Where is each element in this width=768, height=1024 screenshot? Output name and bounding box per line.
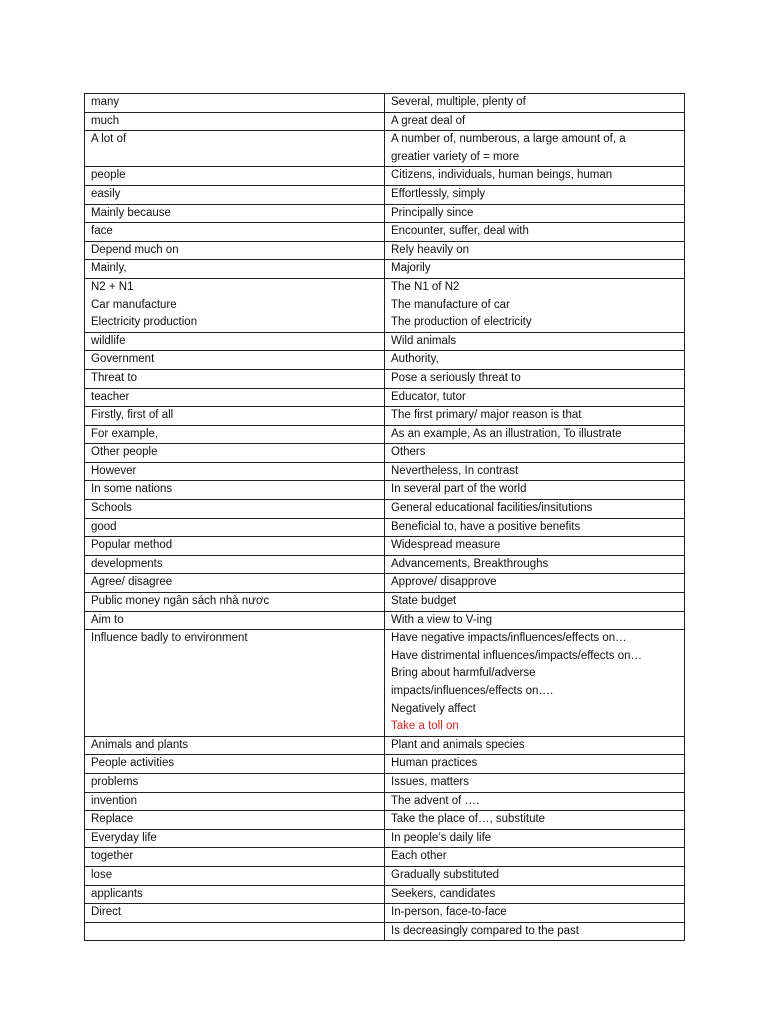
paraphrase-line: The N1 of N2 <box>391 280 460 293</box>
paraphrase-line: greatier variety of = more <box>391 150 520 163</box>
original-phrase: Animals and plants <box>91 738 189 751</box>
original-phrase-cell <box>85 444 385 463</box>
paraphrase-line: As an example, As an illustration, To illustrate <box>391 427 622 440</box>
paraphrase-cell <box>385 773 685 792</box>
paraphrase-line: A number of, numberous, a large amount of, a <box>391 133 626 146</box>
paraphrase-line: General educational facilities/insitutions <box>391 502 593 515</box>
original-phrase: good <box>91 520 117 533</box>
paraphrase-cell <box>385 94 685 113</box>
table-row <box>85 500 685 519</box>
paraphrase-line: Seekers, candidates <box>391 887 496 900</box>
paraphrase-line: impacts/influences/effects on…. <box>391 685 554 697</box>
table-row <box>85 260 685 279</box>
original-phrase-cell <box>85 241 385 260</box>
original-phrase-cell <box>85 611 385 630</box>
original-phrase-cell <box>85 462 385 481</box>
paraphrase-cell <box>385 922 685 941</box>
original-phrase-cell <box>85 866 385 885</box>
original-phrase: Car manufacture <box>91 298 177 311</box>
paraphrase-cell <box>385 537 685 556</box>
original-phrase-cell <box>85 555 385 574</box>
original-phrase-cell <box>85 260 385 279</box>
paraphrase-line: Wild animals <box>391 334 457 347</box>
original-phrase: However <box>91 464 137 477</box>
paraphrase-cell <box>385 223 685 242</box>
paraphrase-line: Take a toll on <box>391 720 459 733</box>
original-phrase-cell <box>85 574 385 593</box>
paraphrase-line: Take the place of…, substitute <box>391 813 546 826</box>
original-phrase: easily <box>91 187 121 200</box>
paraphrase-cell <box>385 388 685 407</box>
original-phrase-cell <box>85 500 385 519</box>
paraphrase-line: Human practices <box>391 757 478 770</box>
paraphrase-cell <box>385 500 685 519</box>
original-phrase: applicants <box>91 887 143 900</box>
original-phrase: Agree/ disagree <box>91 576 173 589</box>
original-phrase: Depend much on <box>91 243 179 256</box>
original-phrase-cell <box>85 425 385 444</box>
original-phrase: Other people <box>91 446 158 459</box>
original-phrase: teacher <box>91 390 130 403</box>
table-row <box>85 425 685 444</box>
original-phrase-cell <box>85 922 385 941</box>
original-phrase-cell <box>85 131 385 167</box>
table-row <box>85 369 685 388</box>
paraphrase-line: Gradually substituted <box>391 868 500 881</box>
paraphrase-cell <box>385 131 685 167</box>
original-phrase: wildlife <box>91 334 126 347</box>
paraphrase-cell <box>385 848 685 867</box>
paraphrase-line: Each other <box>391 850 447 863</box>
paraphrase-line: Educator, tutor <box>391 390 466 403</box>
table-row <box>85 94 685 113</box>
original-phrase: developments <box>91 557 163 570</box>
paraphrase-cell <box>385 630 685 737</box>
paraphrase-cell <box>385 574 685 593</box>
table-row <box>85 922 685 941</box>
paraphrase-line: The first primary/ major reason is that <box>391 409 582 422</box>
table-row <box>85 755 685 774</box>
table-row <box>85 112 685 131</box>
paraphrase-line: A great deal of <box>391 114 466 127</box>
original-phrase: For example, <box>91 427 159 440</box>
paraphrase-cell <box>385 332 685 351</box>
paraphrase-line: Several, multiple, plenty of <box>391 96 526 108</box>
original-phrase-cell <box>85 351 385 370</box>
original-phrase: N2 + N1 <box>91 280 134 293</box>
original-phrase: Government <box>91 353 155 366</box>
original-phrase-cell <box>85 185 385 204</box>
paraphrase-line: In several part of the world <box>391 483 527 496</box>
original-phrase-cell <box>85 223 385 242</box>
original-phrase-cell <box>85 481 385 500</box>
table-row <box>85 630 685 737</box>
original-phrase: invention <box>91 794 138 807</box>
paraphrase-line: The production of electricity <box>391 316 532 329</box>
paraphrase-cell <box>385 185 685 204</box>
paraphrase-cell <box>385 112 685 131</box>
table-row <box>85 481 685 500</box>
paraphrase-cell <box>385 167 685 186</box>
paraphrase-line: Citizens, individuals, human beings, human <box>391 169 613 182</box>
paraphrase-line: The manufacture of car <box>391 298 510 311</box>
paraphrase-cell <box>385 866 685 885</box>
original-phrase-cell <box>85 407 385 426</box>
table-row <box>85 829 685 848</box>
original-phrase: together <box>91 850 134 863</box>
original-phrase: much <box>91 114 120 127</box>
table-row <box>85 185 685 204</box>
table-row <box>85 407 685 426</box>
paraphrase-cell <box>385 736 685 755</box>
paraphrase-cell <box>385 369 685 388</box>
table-row <box>85 241 685 260</box>
paraphrase-cell <box>385 462 685 481</box>
original-phrase: many <box>91 96 120 108</box>
paraphrase-cell <box>385 829 685 848</box>
paraphrase-cell <box>385 481 685 500</box>
table-row <box>85 574 685 593</box>
table-row <box>85 736 685 755</box>
original-phrase: problems <box>91 775 139 788</box>
paraphrase-cell <box>385 555 685 574</box>
paraphrase-line: Approve/ disapprove <box>391 576 497 589</box>
paraphrase-cell <box>385 444 685 463</box>
paraphrase-line: Effortlessly, simply <box>391 187 486 200</box>
paraphrase-cell <box>385 792 685 811</box>
original-phrase: A lot of <box>91 133 127 146</box>
paraphrase-cell <box>385 241 685 260</box>
table-row <box>85 351 685 370</box>
table-row <box>85 555 685 574</box>
paraphrase-line: With a view to V-ing <box>391 613 492 626</box>
original-phrase: face <box>91 225 113 238</box>
original-phrase: Everyday life <box>91 831 157 844</box>
table-row <box>85 885 685 904</box>
paraphrase-cell <box>385 904 685 923</box>
paraphrase-cell <box>385 611 685 630</box>
table-row <box>85 444 685 463</box>
original-phrase-cell <box>85 755 385 774</box>
paraphrase-line: Plant and animals species <box>391 738 525 751</box>
original-phrase-cell <box>85 332 385 351</box>
paraphrase-line: Advancements, Breakthroughs <box>391 557 549 570</box>
paraphrase-line: Principally since <box>391 206 474 219</box>
original-phrase-cell <box>85 848 385 867</box>
vocabulary-table <box>84 93 685 941</box>
original-phrase-cell <box>85 388 385 407</box>
paraphrase-line: Authority, <box>391 353 439 366</box>
original-phrase-cell <box>85 278 385 332</box>
original-phrase: Direct <box>91 906 122 919</box>
table-row <box>85 611 685 630</box>
original-phrase-cell <box>85 518 385 537</box>
original-phrase: Popular method <box>91 539 173 552</box>
original-phrase-cell <box>85 167 385 186</box>
paraphrase-line: Rely heavily on <box>391 243 469 256</box>
table-row <box>85 811 685 830</box>
table-row <box>85 792 685 811</box>
paraphrase-line: Others <box>391 446 426 459</box>
paraphrase-line: Beneficial to, have a positive benefits <box>391 520 581 533</box>
table-row <box>85 332 685 351</box>
table-row <box>85 388 685 407</box>
original-phrase: Mainly because <box>91 206 171 219</box>
table-row <box>85 866 685 885</box>
table-row <box>85 518 685 537</box>
original-phrase: In some nations <box>91 483 173 496</box>
vocabulary-table-body <box>85 94 685 941</box>
paraphrase-line: Nevertheless, In contrast <box>391 464 519 477</box>
table-row <box>85 537 685 556</box>
paraphrase-line: Majorily <box>391 262 431 275</box>
paraphrase-cell <box>385 593 685 612</box>
paraphrase-line: Pose a seriously threat to <box>391 371 521 384</box>
original-phrase: Mainly, <box>91 262 127 275</box>
table-row <box>85 167 685 186</box>
table-row <box>85 462 685 481</box>
original-phrase: lose <box>91 868 113 881</box>
original-phrase-cell <box>85 593 385 612</box>
paraphrase-cell <box>385 885 685 904</box>
original-phrase-cell <box>85 811 385 830</box>
original-phrase-cell <box>85 204 385 223</box>
paraphrase-cell <box>385 278 685 332</box>
original-phrase-cell <box>85 792 385 811</box>
paraphrase-line: Encounter, suffer, deal with <box>391 225 529 238</box>
original-phrase-cell <box>85 773 385 792</box>
paraphrase-line: Have negative impacts/influences/effects on… <box>391 632 627 645</box>
table-row <box>85 131 685 167</box>
table-row <box>85 223 685 242</box>
paraphrase-line: State budget <box>391 595 457 608</box>
paraphrase-line: Widespread measure <box>391 539 501 552</box>
original-phrase-cell <box>85 537 385 556</box>
paraphrase-line: In people’s daily life <box>391 831 492 844</box>
original-phrase: People activities <box>91 757 175 770</box>
paraphrase-line: Have distrimental influences/impacts/effects on… <box>391 649 642 662</box>
table-row <box>85 773 685 792</box>
original-phrase: Replace <box>91 813 134 826</box>
paraphrase-cell <box>385 204 685 223</box>
paraphrase-cell <box>385 811 685 830</box>
original-phrase-cell <box>85 885 385 904</box>
paraphrase-line: Issues, matters <box>391 775 469 788</box>
original-phrase-cell <box>85 94 385 113</box>
original-phrase: Influence badly to environment <box>91 632 248 645</box>
paraphrase-line: Bring about harmful/adverse <box>391 667 536 680</box>
original-phrase: Public money ngân sách nhà nươc <box>91 595 270 608</box>
original-phrase: Firstly, first of all <box>91 409 174 422</box>
paraphrase-line: In-person, face-to-face <box>391 906 507 919</box>
paraphrase-line: The advent of …. <box>391 794 480 807</box>
original-phrase-cell <box>85 112 385 131</box>
table-row <box>85 904 685 923</box>
paraphrase-cell <box>385 425 685 444</box>
paraphrase-cell <box>385 755 685 774</box>
original-phrase: Electricity production <box>91 316 198 329</box>
original-phrase-cell <box>85 829 385 848</box>
table-row <box>85 204 685 223</box>
paraphrase-line: Is decreasingly compared to the past <box>391 924 579 937</box>
original-phrase: Aim to <box>91 613 124 626</box>
table-row <box>85 593 685 612</box>
original-phrase-cell <box>85 904 385 923</box>
original-phrase: people <box>91 169 126 182</box>
paraphrase-line: Negatively affect <box>391 702 476 715</box>
paraphrase-cell <box>385 518 685 537</box>
table-row <box>85 278 685 332</box>
paraphrase-cell <box>385 351 685 370</box>
original-phrase: Threat to <box>91 371 138 384</box>
table-row <box>85 848 685 867</box>
original-phrase-cell <box>85 630 385 737</box>
original-phrase-cell <box>85 369 385 388</box>
original-phrase-cell <box>85 736 385 755</box>
paraphrase-cell <box>385 260 685 279</box>
paraphrase-cell <box>385 407 685 426</box>
original-phrase: Schools <box>91 502 132 515</box>
